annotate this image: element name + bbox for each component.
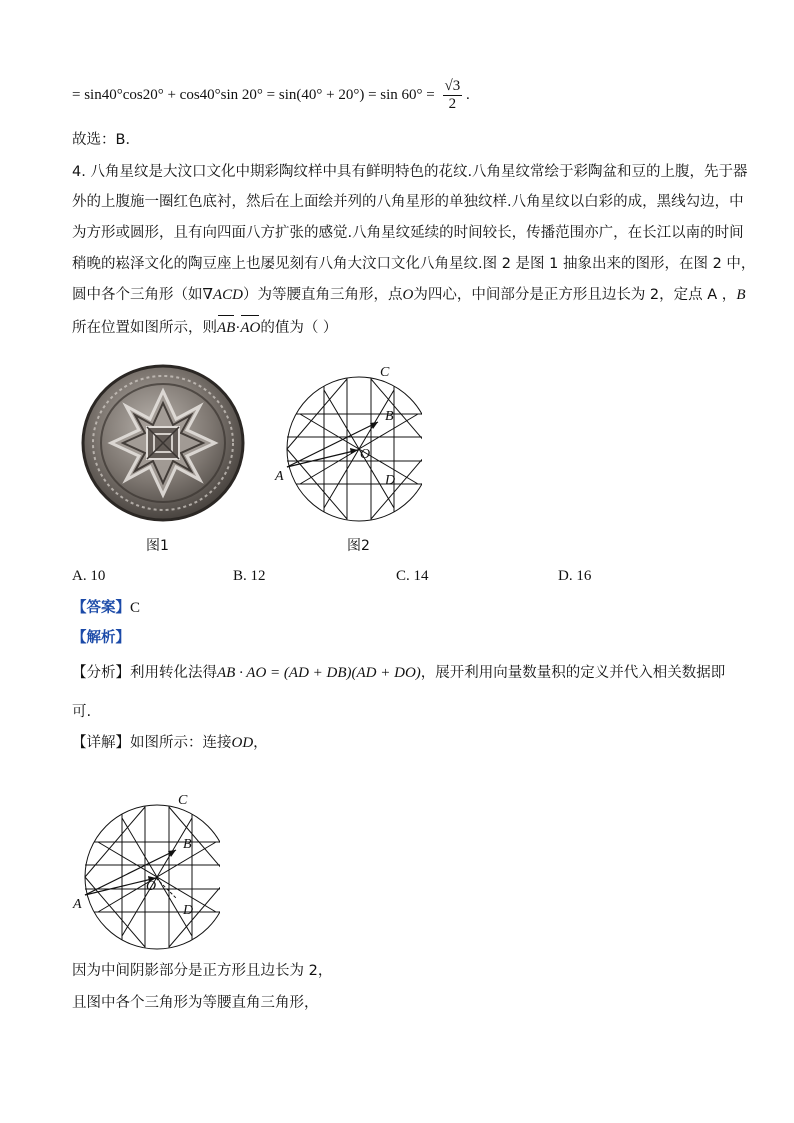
label-c: C xyxy=(380,365,390,380)
equation-text: = sin40°cos20° + cos40°sin 20° = sin(40° + 20°) = sin 60° = xyxy=(72,86,435,103)
detail-label-a: A xyxy=(73,897,82,912)
octagram-artifact-image xyxy=(80,364,246,522)
detail-octagram-diagram xyxy=(70,790,220,952)
vector-ab: AB xyxy=(217,320,236,336)
question-line-6 xyxy=(72,318,337,338)
detail-text: 如图所示：连接 xyxy=(130,735,232,751)
answer-value: C xyxy=(130,600,141,616)
answer-tag: 【答案】 xyxy=(72,600,130,616)
question-line-6-part-a: 所在位置如图所示，则 xyxy=(72,320,217,336)
fraction-denominator: 2 xyxy=(448,96,457,112)
label-o: O xyxy=(360,447,371,462)
detail-tail: ， xyxy=(253,735,268,751)
triangle-acd-symbol: ∇ACD xyxy=(202,287,243,303)
option-c: C. 14 xyxy=(396,568,429,584)
question-line-1: 4. 八角星纹是大汶口文化中期彩陶纹样中具有鲜明特色的花纹.八角星纹常绘于彩陶盆和豆的上腹，先于器 xyxy=(72,164,748,180)
option-d: D. 16 xyxy=(558,568,592,584)
figure-2-octagram-diagram xyxy=(272,362,422,524)
point-b-symbol: B xyxy=(736,287,746,303)
closing-line-1: 因为中间阴影部分是正方形且边长为 2， xyxy=(72,963,333,979)
question-line-5-part-c: 为四心，中间部分是正方形且边长为 2，定点 A ， xyxy=(413,287,737,303)
fraction-numerator: √3 xyxy=(444,78,461,94)
detail-outer-circle xyxy=(85,805,220,949)
equation-line xyxy=(72,78,470,113)
choose-answer-line: 故选：B． xyxy=(72,132,140,148)
equation-period: . xyxy=(465,86,470,103)
question-line-3: 为方形或圆形，且有向四面八方扩张的感觉.八角星纹延续的时间较长，传播范围亦广，在长江以南的时间 xyxy=(72,225,744,241)
question-line-6-part-b: 的值为（ ） xyxy=(260,320,338,336)
question-line-5-part-a: 圆中各个三角形（如 xyxy=(72,287,203,303)
detail-label-c: C xyxy=(178,793,188,808)
closing-line-2: 且图中各个三角形为等腰直角三角形， xyxy=(72,995,319,1011)
figure-2-svg xyxy=(272,362,422,524)
figure-1-artifact-photo xyxy=(80,364,246,522)
detail-tag: 【详解】 xyxy=(72,735,130,751)
detail-label-o: O xyxy=(146,879,157,894)
fenxi-tag: 【分析】 xyxy=(72,665,130,681)
detail-line xyxy=(72,733,268,753)
dot-operator: · xyxy=(235,320,241,336)
fenxi-text-a: 利用转化法得 xyxy=(130,665,217,681)
option-b: B. 12 xyxy=(233,568,266,584)
analysis-tag: 【解析】 xyxy=(72,630,130,646)
detail-vector-ab-arrow xyxy=(85,850,176,895)
detail-diagram-svg xyxy=(70,790,220,952)
detail-label-b: B xyxy=(183,837,192,852)
figure-2-caption: 图2 xyxy=(347,538,370,554)
question-line-2: 外的上腹施一圈红色底衬，然后在上面绘并列的八角星形的单独纹样.八角星纹以白彩的成，黑线勾边，中 xyxy=(72,194,744,210)
figure-1-caption: 图1 xyxy=(146,538,169,554)
label-a: A xyxy=(275,469,284,484)
label-d: D xyxy=(385,473,396,488)
vector-ao: AO xyxy=(240,320,261,336)
analysis-line-2: 可. xyxy=(72,704,92,720)
segment-od: OD xyxy=(231,735,254,751)
question-line-5 xyxy=(72,285,745,305)
analysis-line-1 xyxy=(72,663,725,683)
outer-circle xyxy=(287,377,422,521)
question-line-5-part-b: ）为等腰直角三角形，点 xyxy=(242,287,403,303)
fenxi-equation: AB · AO = (AD + DB)(AD + DO) xyxy=(217,665,421,681)
answer-line xyxy=(72,598,140,618)
question-line-4: 稍晚的崧泽文化的陶豆座上也屡见刻有八角大汶口文化八角星纹.图 2 是图 1 抽象出来的图形，在图 2 中， xyxy=(72,256,756,272)
point-o-symbol: O xyxy=(402,287,414,303)
detail-label-d: D xyxy=(183,903,194,918)
fenxi-text-b: ，展开利用向量数量积的定义并代入相关数据即 xyxy=(420,665,726,681)
sqrt3-over-2-fraction xyxy=(443,78,463,113)
label-b: B xyxy=(385,409,394,424)
option-a: A. 10 xyxy=(72,568,106,584)
